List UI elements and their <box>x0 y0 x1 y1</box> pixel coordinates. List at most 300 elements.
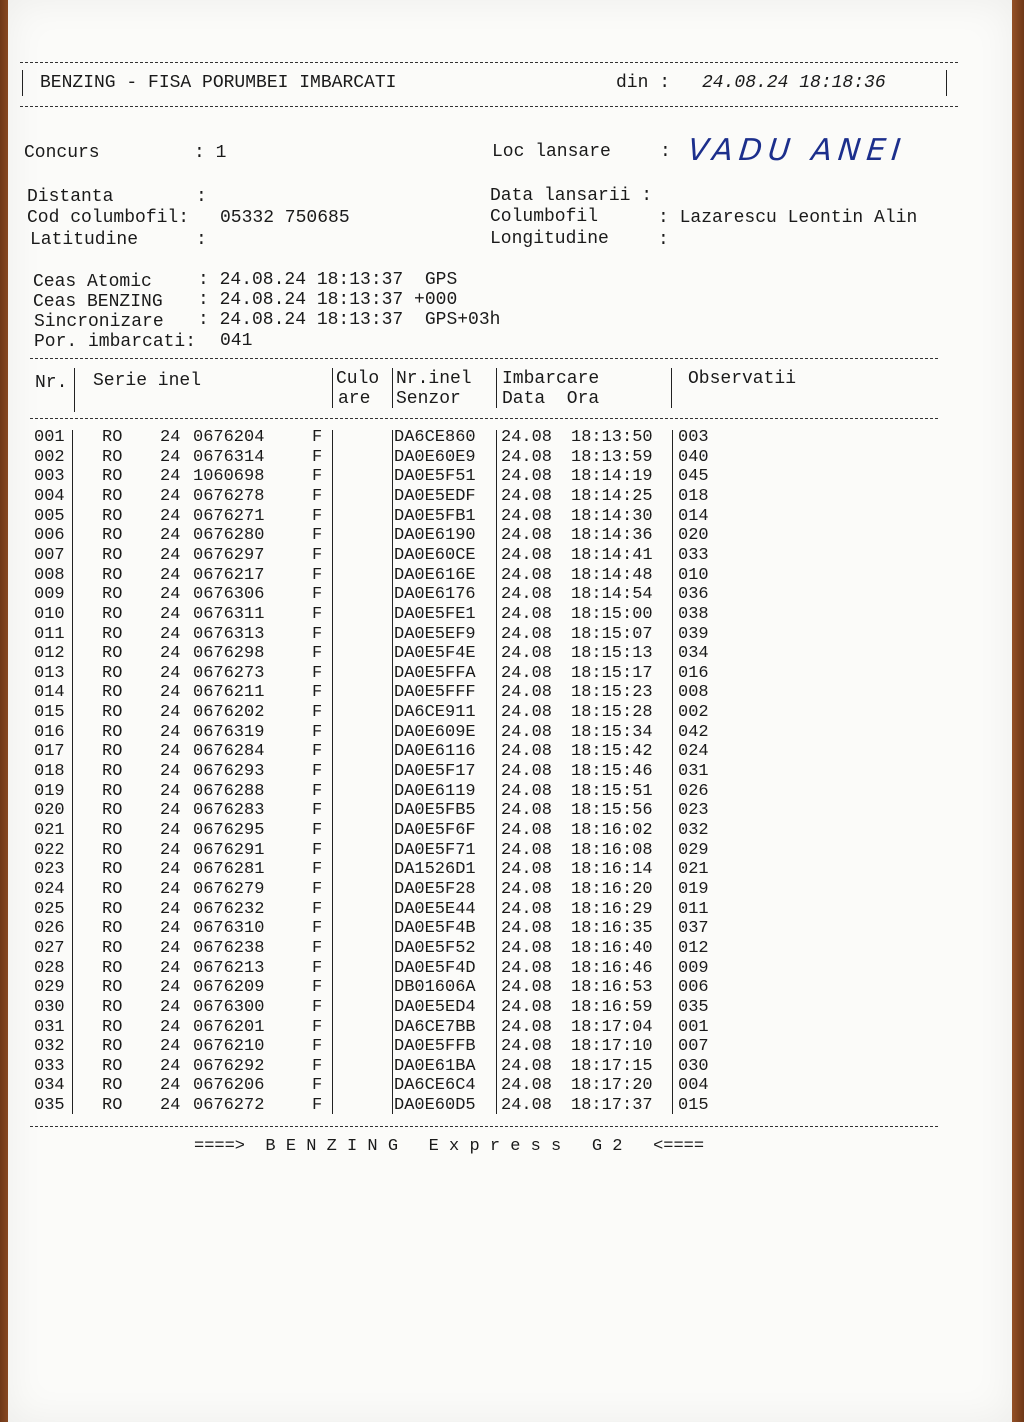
row-sex: F <box>312 585 323 605</box>
row-country: RO <box>102 722 123 742</box>
row-observation: 008 <box>678 683 709 703</box>
col-divider <box>392 368 393 408</box>
row-date: 24.08 <box>501 762 553 782</box>
row-sensor-id: DA0E6119 <box>394 781 476 801</box>
row-year: 24 <box>160 1037 181 1057</box>
row-year: 24 <box>160 997 181 1017</box>
row-country: RO <box>102 644 123 664</box>
row-sensor-id: DA0E5F71 <box>394 840 476 860</box>
row-sensor-id: DA0E5ED4 <box>394 997 476 1017</box>
row-time: 18:16:08 <box>571 840 653 860</box>
row-country: RO <box>102 506 123 526</box>
row-sex: F <box>312 781 323 801</box>
row-date: 24.08 <box>501 663 553 683</box>
row-observation: 045 <box>678 467 709 487</box>
row-ring-number: 0676213 <box>193 958 265 978</box>
sincronizare-value: : 24.08.24 18:13:37 GPS+03h <box>198 310 501 330</box>
row-observation: 011 <box>678 899 709 919</box>
distanta-value: : <box>196 187 207 207</box>
row-sensor-id: DA6CE860 <box>394 428 476 447</box>
row-year: 24 <box>160 938 181 958</box>
row-country: RO <box>102 545 123 565</box>
row-nr: 035 <box>34 1096 65 1116</box>
row-country: RO <box>102 801 123 821</box>
row-sensor-id: DA0E5EDF <box>394 486 476 506</box>
row-date: 24.08 <box>501 781 553 801</box>
row-year: 24 <box>160 919 181 939</box>
cod-columbofil-label: Cod columbofil: <box>27 208 190 228</box>
row-ring-number: 0676238 <box>193 938 265 958</box>
row-sensor-id: DA0E5FE1 <box>394 604 476 624</box>
row-sensor-id: DA0E5FB1 <box>394 506 476 526</box>
row-country: RO <box>102 840 123 860</box>
row-country: RO <box>102 467 123 487</box>
row-nr: 013 <box>34 663 65 683</box>
row-divider-sex <box>332 430 333 1114</box>
row-ring-number: 0676201 <box>193 1017 265 1037</box>
row-date: 24.08 <box>501 526 553 546</box>
row-sex: F <box>312 565 323 585</box>
row-date: 24.08 <box>501 1017 553 1037</box>
row-date: 24.08 <box>501 447 553 467</box>
table-row <box>8 487 1012 507</box>
col-culoare-header-1: Culo <box>336 369 380 389</box>
table-row <box>8 762 1012 782</box>
row-ring-number: 0676297 <box>193 545 265 565</box>
row-time: 18:14:25 <box>571 486 653 506</box>
row-time: 18:17:37 <box>571 1096 653 1116</box>
row-sex: F <box>312 1037 323 1057</box>
row-sensor-id: DA0E609E <box>394 722 476 742</box>
row-sensor-id: DA0E5F4B <box>394 919 476 939</box>
row-sex: F <box>312 624 323 644</box>
row-country: RO <box>102 762 123 782</box>
row-date: 24.08 <box>501 840 553 860</box>
row-time: 18:16:29 <box>571 899 653 919</box>
row-time: 18:16:46 <box>571 958 653 978</box>
row-year: 24 <box>160 1076 181 1096</box>
row-sex: F <box>312 467 323 487</box>
row-country: RO <box>102 604 123 624</box>
row-observation: 018 <box>678 486 709 506</box>
row-observation: 023 <box>678 801 709 821</box>
row-sensor-id: DA0E5F17 <box>394 762 476 782</box>
row-date: 24.08 <box>501 879 553 899</box>
row-sex: F <box>312 703 323 723</box>
table-row <box>8 782 1012 802</box>
table-row <box>8 683 1012 703</box>
table-row <box>8 644 1012 664</box>
table-row <box>8 585 1012 605</box>
row-year: 24 <box>160 683 181 703</box>
col-nrinel-header-1: Nr.inel <box>396 369 472 389</box>
row-sex: F <box>312 526 323 546</box>
row-nr: 023 <box>34 860 65 880</box>
row-country: RO <box>102 978 123 998</box>
table-row <box>8 1096 1012 1116</box>
row-time: 18:17:15 <box>571 1056 653 1076</box>
row-country: RO <box>102 526 123 546</box>
row-nr: 027 <box>34 938 65 958</box>
row-date: 24.08 <box>501 997 553 1017</box>
row-nr: 007 <box>34 545 65 565</box>
row-sex: F <box>312 742 323 762</box>
row-sex: F <box>312 958 323 978</box>
row-year: 24 <box>160 447 181 467</box>
row-nr: 029 <box>34 978 65 998</box>
row-country: RO <box>102 1037 123 1057</box>
row-sensor-id: DA0E6116 <box>394 742 476 762</box>
row-date: 24.08 <box>501 624 553 644</box>
row-time: 18:16:14 <box>571 860 653 880</box>
row-country: RO <box>102 447 123 467</box>
row-sensor-id: DA0E60D5 <box>394 1096 476 1116</box>
col-nr-header: Nr. <box>35 373 68 393</box>
row-year: 24 <box>160 565 181 585</box>
row-sensor-id: DA0E6176 <box>394 585 476 605</box>
row-sex: F <box>312 762 323 782</box>
table-row <box>8 605 1012 625</box>
table-row <box>8 880 1012 900</box>
header-top-rule <box>20 62 958 63</box>
row-time: 18:16:35 <box>571 919 653 939</box>
row-date: 24.08 <box>501 467 553 487</box>
row-nr: 033 <box>34 1056 65 1076</box>
row-year: 24 <box>160 762 181 782</box>
table-header-rule <box>30 418 938 419</box>
row-time: 18:15:46 <box>571 762 653 782</box>
row-ring-number: 0676206 <box>193 1076 265 1096</box>
row-date: 24.08 <box>501 683 553 703</box>
row-ring-number: 0676281 <box>193 860 265 880</box>
row-time: 18:15:13 <box>571 644 653 664</box>
table-row <box>8 801 1012 821</box>
row-sex: F <box>312 722 323 742</box>
row-time: 18:15:28 <box>571 703 653 723</box>
table-row <box>8 1018 1012 1038</box>
row-sex: F <box>312 821 323 840</box>
row-time: 18:17:10 <box>571 1037 653 1057</box>
row-date: 24.08 <box>501 428 553 447</box>
row-divider-color <box>392 430 393 1114</box>
header-right-bar <box>946 70 947 96</box>
row-sensor-id: DA0E5E44 <box>394 899 476 919</box>
row-nr: 032 <box>34 1037 65 1057</box>
table-row <box>8 428 1012 448</box>
row-nr: 021 <box>34 821 65 840</box>
table-row <box>8 625 1012 645</box>
row-observation: 019 <box>678 879 709 899</box>
row-sensor-id: DA0E5FFA <box>394 663 476 683</box>
row-sex: F <box>312 545 323 565</box>
col-imbarcare-header-1: Imbarcare <box>502 369 600 389</box>
row-ring-number: 0676314 <box>193 447 265 467</box>
row-observation: 040 <box>678 447 709 467</box>
row-sex: F <box>312 978 323 998</box>
row-country: RO <box>102 585 123 605</box>
row-sensor-id: DA0E5EF9 <box>394 624 476 644</box>
row-date: 24.08 <box>501 978 553 998</box>
row-ring-number: 0676279 <box>193 879 265 899</box>
row-ring-number: 0676284 <box>193 742 265 762</box>
row-year: 24 <box>160 604 181 624</box>
row-date: 24.08 <box>501 899 553 919</box>
col-divider <box>332 368 333 408</box>
row-observation: 024 <box>678 742 709 762</box>
row-observation: 030 <box>678 1056 709 1076</box>
row-year: 24 <box>160 1056 181 1076</box>
row-nr: 015 <box>34 703 65 723</box>
row-ring-number: 0676291 <box>193 840 265 860</box>
row-year: 24 <box>160 821 181 840</box>
row-sensor-id: DA1526D1 <box>394 860 476 880</box>
row-ring-number: 0676295 <box>193 821 265 840</box>
row-year: 24 <box>160 958 181 978</box>
row-country: RO <box>102 428 123 447</box>
row-ring-number: 0676313 <box>193 624 265 644</box>
row-ring-number: 1060698 <box>193 467 265 487</box>
row-sex: F <box>312 840 323 860</box>
table-row <box>8 703 1012 723</box>
row-year: 24 <box>160 428 181 447</box>
row-ring-number: 0676211 <box>193 683 265 703</box>
table-row <box>8 860 1012 880</box>
row-time: 18:15:42 <box>571 742 653 762</box>
row-date: 24.08 <box>501 644 553 664</box>
cod-columbofil-value: 05332 750685 <box>220 208 350 228</box>
row-ring-number: 0676300 <box>193 997 265 1017</box>
row-date: 24.08 <box>501 958 553 978</box>
table-row <box>8 742 1012 762</box>
row-nr: 008 <box>34 565 65 585</box>
ceas-benzing-value: : 24.08.24 18:13:37 +000 <box>198 290 458 310</box>
row-year: 24 <box>160 526 181 546</box>
row-observation: 007 <box>678 1037 709 1057</box>
row-ring-number: 0676210 <box>193 1037 265 1057</box>
data-lansarii-label: Data lansarii : <box>490 186 653 206</box>
row-year: 24 <box>160 644 181 664</box>
row-ring-number: 0676278 <box>193 486 265 506</box>
row-sensor-id: DA0E5F6F <box>394 821 476 840</box>
row-nr: 030 <box>34 997 65 1017</box>
row-ring-number: 0676272 <box>193 1096 265 1116</box>
row-sensor-id: DA0E6190 <box>394 526 476 546</box>
row-ring-number: 0676292 <box>193 1056 265 1076</box>
porumbei-imbarcati-label: Por. imbarcati: <box>34 332 197 352</box>
row-nr: 022 <box>34 840 65 860</box>
row-date: 24.08 <box>501 506 553 526</box>
row-time: 18:14:19 <box>571 467 653 487</box>
row-time: 18:16:53 <box>571 978 653 998</box>
row-nr: 006 <box>34 526 65 546</box>
row-year: 24 <box>160 722 181 742</box>
row-ring-number: 0676202 <box>193 703 265 723</box>
row-sex: F <box>312 1017 323 1037</box>
row-ring-number: 0676209 <box>193 978 265 998</box>
col-divider <box>671 368 672 408</box>
row-date: 24.08 <box>501 486 553 506</box>
row-divider-time <box>672 430 673 1114</box>
row-country: RO <box>102 781 123 801</box>
row-nr: 014 <box>34 683 65 703</box>
row-year: 24 <box>160 467 181 487</box>
concurs-label: Concurs <box>24 143 100 163</box>
row-country: RO <box>102 683 123 703</box>
header-left-bar <box>22 70 23 96</box>
table-row <box>8 1076 1012 1096</box>
loc-lansare-colon: : <box>660 142 671 162</box>
table-row <box>8 900 1012 920</box>
row-observation: 037 <box>678 919 709 939</box>
row-sensor-id: DA0E60CE <box>394 545 476 565</box>
loc-lansare-label: Loc lansare <box>492 142 611 162</box>
row-year: 24 <box>160 899 181 919</box>
table-row <box>8 998 1012 1018</box>
row-sex: F <box>312 1096 323 1116</box>
row-nr: 034 <box>34 1076 65 1096</box>
row-observation: 010 <box>678 565 709 585</box>
row-sex: F <box>312 506 323 526</box>
loc-lansare-handwritten: VADU ANEI <box>686 133 909 168</box>
row-observation: 014 <box>678 506 709 526</box>
row-time: 18:14:36 <box>571 526 653 546</box>
row-year: 24 <box>160 703 181 723</box>
row-observation: 036 <box>678 585 709 605</box>
row-date: 24.08 <box>501 801 553 821</box>
row-country: RO <box>102 663 123 683</box>
row-nr: 031 <box>34 1017 65 1037</box>
row-nr: 018 <box>34 762 65 782</box>
row-observation: 002 <box>678 703 709 723</box>
row-sex: F <box>312 663 323 683</box>
row-country: RO <box>102 958 123 978</box>
row-time: 18:14:41 <box>571 545 653 565</box>
col-serie-header: Serie inel <box>93 371 202 391</box>
row-time: 18:15:17 <box>571 663 653 683</box>
row-country: RO <box>102 1017 123 1037</box>
ceas-benzing-label: Ceas BENZING <box>33 292 163 312</box>
row-country: RO <box>102 919 123 939</box>
row-observation: 009 <box>678 958 709 978</box>
row-nr: 003 <box>34 467 65 487</box>
row-nr: 002 <box>34 447 65 467</box>
row-date: 24.08 <box>501 938 553 958</box>
row-sex: F <box>312 879 323 899</box>
porumbei-imbarcati-count: 041 <box>220 331 253 351</box>
row-country: RO <box>102 997 123 1017</box>
table-row <box>8 526 1012 546</box>
row-time: 18:14:54 <box>571 585 653 605</box>
row-year: 24 <box>160 506 181 526</box>
row-country: RO <box>102 938 123 958</box>
row-year: 24 <box>160 1096 181 1116</box>
row-observation: 042 <box>678 722 709 742</box>
row-year: 24 <box>160 545 181 565</box>
row-country: RO <box>102 742 123 762</box>
row-country: RO <box>102 821 123 840</box>
row-sex: F <box>312 919 323 939</box>
print-date: 24.08.24 18:18:36 <box>702 73 886 93</box>
row-year: 24 <box>160 879 181 899</box>
columbofil-value: : Lazarescu Leontin Alin <box>658 208 918 228</box>
row-nr: 001 <box>34 428 65 447</box>
row-sex: F <box>312 1056 323 1076</box>
row-year: 24 <box>160 860 181 880</box>
row-time: 18:17:20 <box>571 1076 653 1096</box>
row-sensor-id: DA6CE6C4 <box>394 1076 476 1096</box>
row-sensor-id: DA0E5F52 <box>394 938 476 958</box>
row-year: 24 <box>160 742 181 762</box>
row-sensor-id: DA6CE7BB <box>394 1017 476 1037</box>
row-time: 18:13:59 <box>571 447 653 467</box>
row-date: 24.08 <box>501 1076 553 1096</box>
row-date: 24.08 <box>501 860 553 880</box>
row-nr: 011 <box>34 624 65 644</box>
row-time: 18:15:00 <box>571 604 653 624</box>
row-date: 24.08 <box>501 604 553 624</box>
row-time: 18:16:02 <box>571 821 653 840</box>
row-ring-number: 0676319 <box>193 722 265 742</box>
row-country: RO <box>102 899 123 919</box>
row-date: 24.08 <box>501 1037 553 1057</box>
row-sex: F <box>312 428 323 447</box>
row-sensor-id: DA0E5F51 <box>394 467 476 487</box>
row-sex: F <box>312 899 323 919</box>
row-year: 24 <box>160 978 181 998</box>
table-row <box>8 467 1012 487</box>
table-top-rule <box>30 358 938 359</box>
row-observation: 039 <box>678 624 709 644</box>
row-year: 24 <box>160 781 181 801</box>
row-observation: 004 <box>678 1076 709 1096</box>
row-observation: 016 <box>678 663 709 683</box>
row-time: 18:16:59 <box>571 997 653 1017</box>
row-country: RO <box>102 486 123 506</box>
row-date: 24.08 <box>501 585 553 605</box>
row-ring-number: 0676204 <box>193 428 265 447</box>
row-time: 18:15:34 <box>571 722 653 742</box>
row-sex: F <box>312 447 323 467</box>
row-observation: 035 <box>678 997 709 1017</box>
row-year: 24 <box>160 801 181 821</box>
row-ring-number: 0676232 <box>193 899 265 919</box>
row-observation: 006 <box>678 978 709 998</box>
row-sensor-id: DA0E61BA <box>394 1056 476 1076</box>
row-sensor-id: DA0E5FB5 <box>394 801 476 821</box>
row-date: 24.08 <box>501 722 553 742</box>
row-nr: 009 <box>34 585 65 605</box>
row-time: 18:15:51 <box>571 781 653 801</box>
row-sex: F <box>312 604 323 624</box>
table-bottom-rule <box>30 1126 938 1127</box>
row-nr: 028 <box>34 958 65 978</box>
row-country: RO <box>102 860 123 880</box>
row-ring-number: 0676271 <box>193 506 265 526</box>
row-sex: F <box>312 683 323 703</box>
table-row <box>8 939 1012 959</box>
row-country: RO <box>102 879 123 899</box>
row-time: 18:15:23 <box>571 683 653 703</box>
row-time: 18:16:20 <box>571 879 653 899</box>
row-year: 24 <box>160 585 181 605</box>
row-sensor-id: DA0E5F28 <box>394 879 476 899</box>
row-nr: 010 <box>34 604 65 624</box>
row-ring-number: 0676293 <box>193 762 265 782</box>
row-nr: 024 <box>34 879 65 899</box>
row-country: RO <box>102 703 123 723</box>
col-imbarcare-header-2: Data Ora <box>502 389 600 409</box>
row-observation: 026 <box>678 781 709 801</box>
